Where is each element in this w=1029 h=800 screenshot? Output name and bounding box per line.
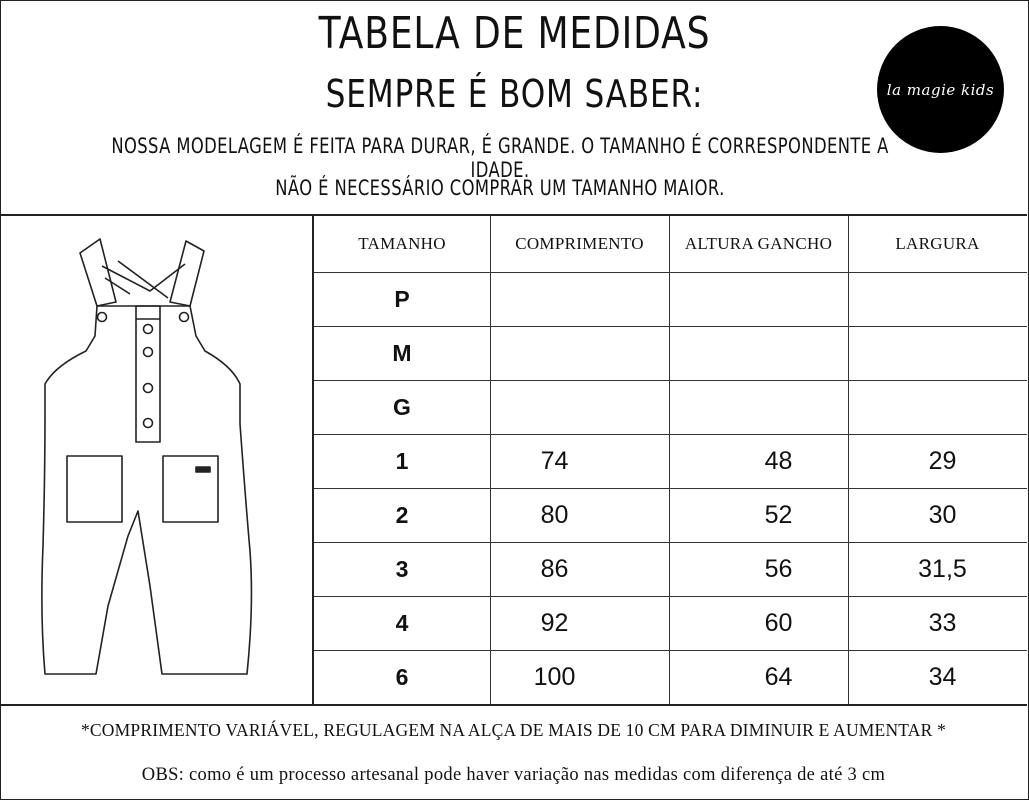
footer-note-obs: OBS: como é um processo artesanal pode haver variação nas medidas com diferença de até 3 cm <box>141 764 886 785</box>
table-cell-largura <box>848 380 1027 434</box>
table-cell-largura <box>848 326 1027 380</box>
table-cell-largura: 33 <box>928 608 957 637</box>
table-row-size: 4 <box>395 609 409 636</box>
table-row-size: 6 <box>395 663 409 690</box>
table-cell-altura: 52 <box>764 500 793 529</box>
header-altura-gancho: ALTURA GANCHO <box>684 234 833 253</box>
table-cell-comprimento: 86 <box>540 554 569 583</box>
table-cell-comprimento <box>490 326 669 380</box>
table-cell-comprimento <box>490 380 669 434</box>
table-cell-altura: 48 <box>764 446 793 475</box>
table-divider <box>314 488 1027 489</box>
table-cell-largura: 30 <box>928 500 957 529</box>
table-cell-altura: 60 <box>764 608 793 637</box>
table-cell-altura <box>669 380 848 434</box>
table-cell-comprimento: 92 <box>540 608 569 637</box>
table-row-size: P <box>394 285 410 312</box>
table-divider <box>314 272 1027 273</box>
brand-logo-text: la magie kids <box>886 80 995 99</box>
page-title: TABELA DE MEDIDAS <box>318 8 711 59</box>
table-divider <box>314 596 1027 597</box>
brand-logo <box>877 26 1004 153</box>
table-cell-comprimento: 100 <box>533 662 576 691</box>
table-cell-largura: 31,5 <box>918 554 967 583</box>
table-divider <box>848 216 849 704</box>
table-row-size: 3 <box>395 555 409 582</box>
table-cell-largura: 29 <box>928 446 957 475</box>
overalls-illustration <box>0 216 314 704</box>
table-divider <box>669 216 670 704</box>
table-row-size: 2 <box>395 501 409 528</box>
table-cell-altura: 64 <box>764 662 793 691</box>
header-comprimento: COMPRIMENTO <box>515 234 644 253</box>
note-line-1: NOSSA MODELAGEM É FEITA PARA DURAR, É GRANDE. O TAMANHO É CORRESPONDENTE A IDADE. <box>111 134 889 182</box>
table-cell-largura: 34 <box>928 662 957 691</box>
table-cell-altura: 56 <box>764 554 793 583</box>
table-cell-comprimento: 80 <box>540 500 569 529</box>
page-subtitle: SEMPRE É BOM SABER: <box>325 72 704 116</box>
table-cell-comprimento: 74 <box>540 446 569 475</box>
note-line-2: NÃO É NECESSÁRIO COMPRAR UM TAMANHO MAIOR. <box>275 176 725 200</box>
header-tamanho: TAMANHO <box>358 234 446 253</box>
table-row-size: G <box>393 393 411 420</box>
table-divider <box>314 326 1027 327</box>
table-row-size: M <box>392 339 412 366</box>
size-table <box>314 216 1027 704</box>
table-divider <box>314 542 1027 543</box>
overalls-icon <box>0 216 312 704</box>
table-row-size: 1 <box>395 447 409 474</box>
table-cell-comprimento <box>490 272 669 326</box>
table-cell-largura <box>848 272 1027 326</box>
header <box>0 0 1027 216</box>
table-divider <box>314 380 1027 381</box>
table-cell-altura <box>669 272 848 326</box>
header-largura: LARGURA <box>895 234 980 253</box>
table-divider <box>314 650 1027 651</box>
table-divider <box>490 216 491 704</box>
table-divider <box>314 434 1027 435</box>
table-cell-altura <box>669 326 848 380</box>
footer-note-strap: *COMPRIMENTO VARIÁVEL, REGULAGEM NA ALÇA DE MAIS DE 10 CM PARA DIMINUIR E AUMENTAR * <box>0 704 1027 754</box>
